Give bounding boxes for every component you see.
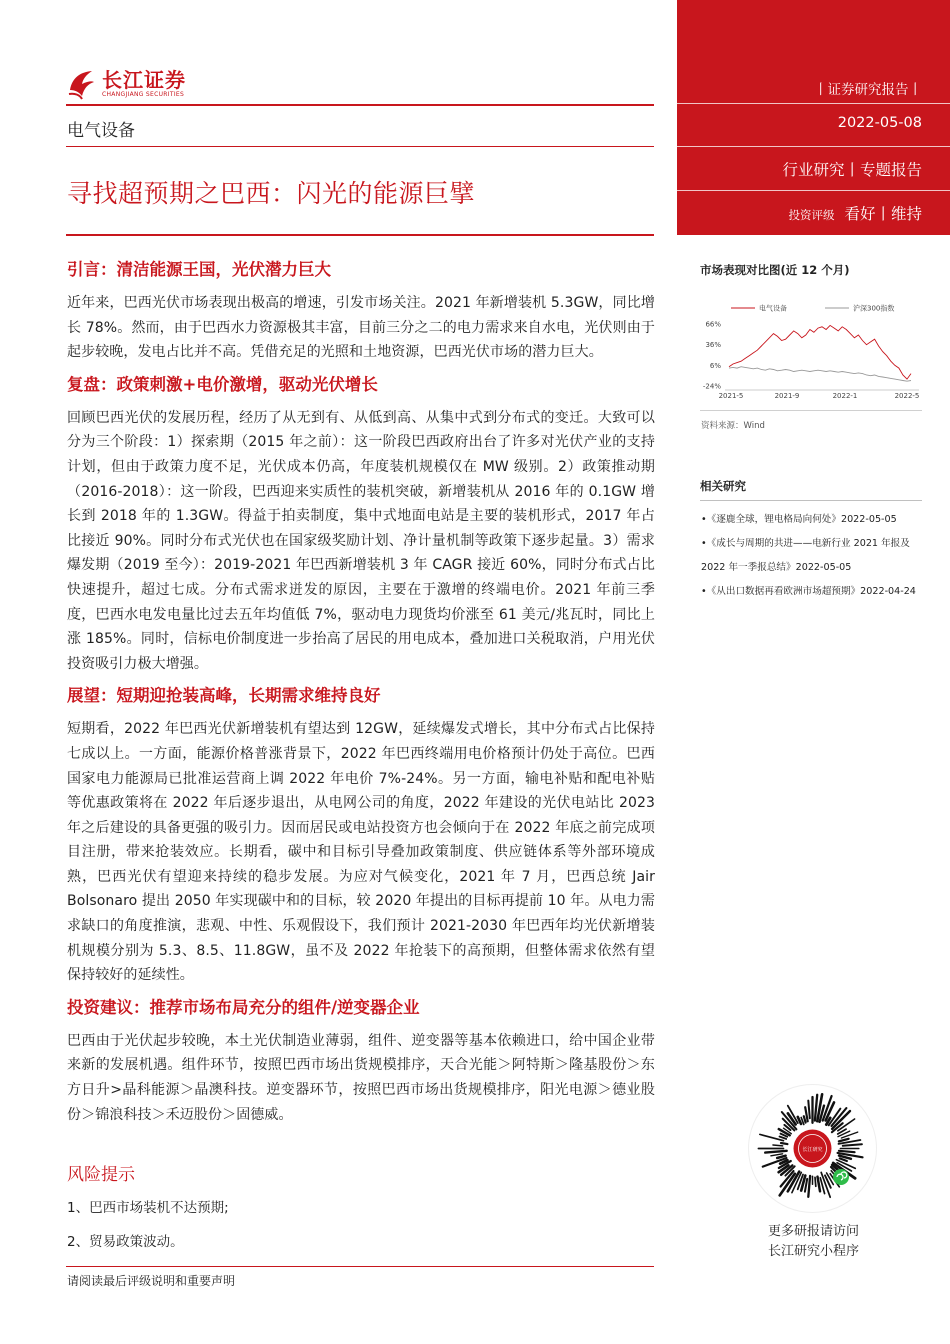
section-heading: 引言：清洁能源王国，光伏潜力巨大 (67, 260, 331, 279)
related-research-item[interactable]: •《从出口数据再看欧洲市场超预期》2022-04-24 (701, 586, 916, 597)
qr-module (781, 1143, 787, 1144)
risk-item: 2、贸易政策波动。 (67, 1234, 184, 1250)
rating-label: 投资评级 (788, 208, 835, 222)
report-body (67, 258, 655, 1135)
header-divider (66, 104, 654, 106)
risk-heading: 风险提示 (67, 1165, 135, 1185)
x-tick-label: 2021-9 (774, 392, 800, 400)
investment-rating (788, 202, 922, 224)
footer-disclaimer: 请阅读最后评级说明和重要声明 (67, 1274, 236, 1288)
related-research-list (701, 508, 925, 604)
company-logo (66, 64, 186, 104)
x-tick-label: 2022-5 (894, 392, 920, 400)
sector-divider (66, 146, 654, 147)
y-tick-label: 36% (705, 341, 721, 350)
y-tick-label: 66% (705, 320, 721, 329)
market-performance-chart (697, 290, 925, 402)
section-paragraph: 近年来，巴西光伏市场表现出极高的增速，引发市场关注。2021 年新增装机 5.3GW，同比增长 78%。然而，由于巴西水力资源极其丰富，目前三分之二的电力需求来自水电，光伏则由于起步较晚，发电占比并不高。凭借充足的光照和土地资源，巴西光伏市场的潜力巨大。 (67, 295, 655, 361)
section-outlook (67, 684, 655, 988)
qr-badge-text: 长江研究 (802, 1147, 823, 1153)
footer-divider (66, 1266, 654, 1267)
mini-program-qr-code[interactable] (749, 1085, 876, 1212)
chart-title: 市场表现对比图(近 12 个月) (700, 263, 850, 277)
section-paragraph: 巴西由于光伏起步较晚，本土光伏制造业薄弱，组件、逆变器等基本依赖进口，给中国企业带来新的发展机遇。组件环节，按照巴西市场出货规模排序，天合光能＞阿特斯＞隆基股份＞东方日升>晶科能源＞晶澳科技。逆变器环节，按照巴西市场出货规模排序，阳光电源＞德业股份＞锦浪科技＞禾迈股份＞固德威。 (67, 1032, 655, 1123)
legend-label: 沪深300指数 (853, 304, 895, 313)
related-research-item[interactable]: •《成长与周期的共进——电新行业 2021 年报及 (701, 538, 910, 549)
series-line (729, 367, 911, 382)
section-paragraph: 回顾巴西光伏的发展历程，经历了从无到有、从低到高、从集中式到分布式的变迁。大致可以分为三个阶段：1）探索期（2015 年之前）：这一阶段巴西政府出台了许多对光伏产业的支持计划，但由于政策力度不足，光伏成本仍高，年度装机规模仅在 MW 级别。2）政策推动期（2016-2018）：这一阶段，巴西迎来实质性的装机突破，新增装机从 2016 年的 0.1GW 增长到 2018 年的 1.3GW。得益于拍卖制度，集中式地面电站是主要的装机形式，2017 年占比接近 90%。同时分布式光伏也在国家级奖励计划、净计量机制等政策下逐步起量。3）需求爆发期（2019 至今）：2019-2021 年巴西新增装机 3 年 CAGR 接近 60%，同时分布式占比快速提升，超过七成。分布式需求迸发的原因，主要在于激增的终端电价。2021 年前三季度，巴西水电发电量比过去五年均值低 7%，驱动电力现货均价涨至 61 美元/兆瓦时，同比上涨 185%。同时，信标电价制度进一步抬高了居民的用电成本，叠加进口关税取消，户用光伏投资吸引力极大增强。 (67, 409, 655, 672)
related-research-title: 相关研究 (700, 479, 746, 493)
report-info-panel (677, 0, 950, 235)
logo-name: 长江证券 (102, 68, 186, 92)
section-heading: 展望：短期迎抢装高峰，长期需求维持良好 (67, 686, 381, 706)
chart-source: 资料来源：Wind (701, 421, 765, 431)
section-investment (67, 996, 655, 1127)
report-date: 2022-05-08 (837, 115, 922, 131)
qr-module (773, 1145, 783, 1146)
qr-module (815, 1177, 816, 1186)
report-title: 寻找超预期之巴西：闪光的能源巨擘 (67, 179, 476, 208)
legend-label: 电气设备 (759, 304, 787, 313)
section-heading: 投资建议：推荐市场布局充分的组件/逆变器企业 (67, 997, 420, 1017)
y-tick-label: -24% (702, 382, 721, 391)
x-tick-label: 2022-1 (832, 392, 858, 400)
section-paragraph: 短期看，2022 年巴西光伏新增装机有望达到 12GW，延续爆发式增长，其中分布式占比保持七成以上。一方面，能源价格普涨背景下，2022 年巴西终端用电价格预计仍处于高位。巴西国家电力能源局已批准运营商上调 2022 年电价 7%-24%。另一方面，输电补贴和配电补贴等优惠政策将在 2022 年后逐步退出，从电网公司的角度，2022 年建设的光伏电站比 2023 年之后建设的具备更强的吸引力。因而居民或电站投资方也会倾向于在 2022 年底之前完成项目注册，带来抢装效应。长期看，碳中和目标引导叠加政策制度、供应链体系等外部环境成熟，巴西光伏有望迎来持续的稳步发展。为应对气候变化，2021 年 7 月，巴西总统 Jair Bolsonaro 提出 2050 年实现碳中和的目标，较 2020 年提出的目标再提前 10 年。从电力需求缺口的角度推演，悲观、中性、乐观假设下，我们预计 2021-2030 年巴西年均光伏新增装机规模分别为 5.3、8.5、11.8GW，虽不及 2022 年抢装下的高预期，但整体需求依然有望保持较好的延续性。 (67, 721, 655, 984)
qr-code-icon (749, 1085, 876, 1212)
changjiang-logo-icon (66, 68, 96, 100)
panel-divider (677, 146, 950, 147)
qr-module (839, 1151, 855, 1152)
chart-divider (700, 410, 922, 411)
risk-item: 1、巴西市场装机不达预期; (67, 1200, 229, 1216)
related-research-item[interactable]: •《逐鹿全球，锂电格局向何处》2022-05-05 (701, 514, 897, 525)
logo-name-en: CHANGJIANG SECURITIES (102, 91, 185, 98)
section-review (67, 373, 655, 677)
sector-label: 电气设备 (67, 121, 135, 141)
y-tick-label: 6% (709, 361, 721, 370)
series-line (729, 325, 911, 379)
related-research-item-continued[interactable]: 2022 年一季报总结》2022-05-05 (701, 562, 852, 573)
panel-divider (677, 190, 950, 191)
report-category: 行业研究丨专题报告 (782, 161, 922, 179)
rating-value: 看好丨维持 (844, 205, 922, 223)
related-divider (700, 500, 922, 501)
report-type: 丨证券研究报告丨 (814, 82, 922, 98)
section-heading: 复盘：政策刺激+电价激增，驱动光伏增长 (67, 374, 378, 394)
qr-caption: 更多研报请访问 (767, 1224, 859, 1239)
panel-divider (677, 103, 950, 104)
section-intro (67, 258, 655, 365)
title-divider (66, 234, 654, 236)
x-tick-label: 2021-5 (718, 392, 744, 400)
qr-caption: 长江研究小程序 (767, 1244, 859, 1259)
